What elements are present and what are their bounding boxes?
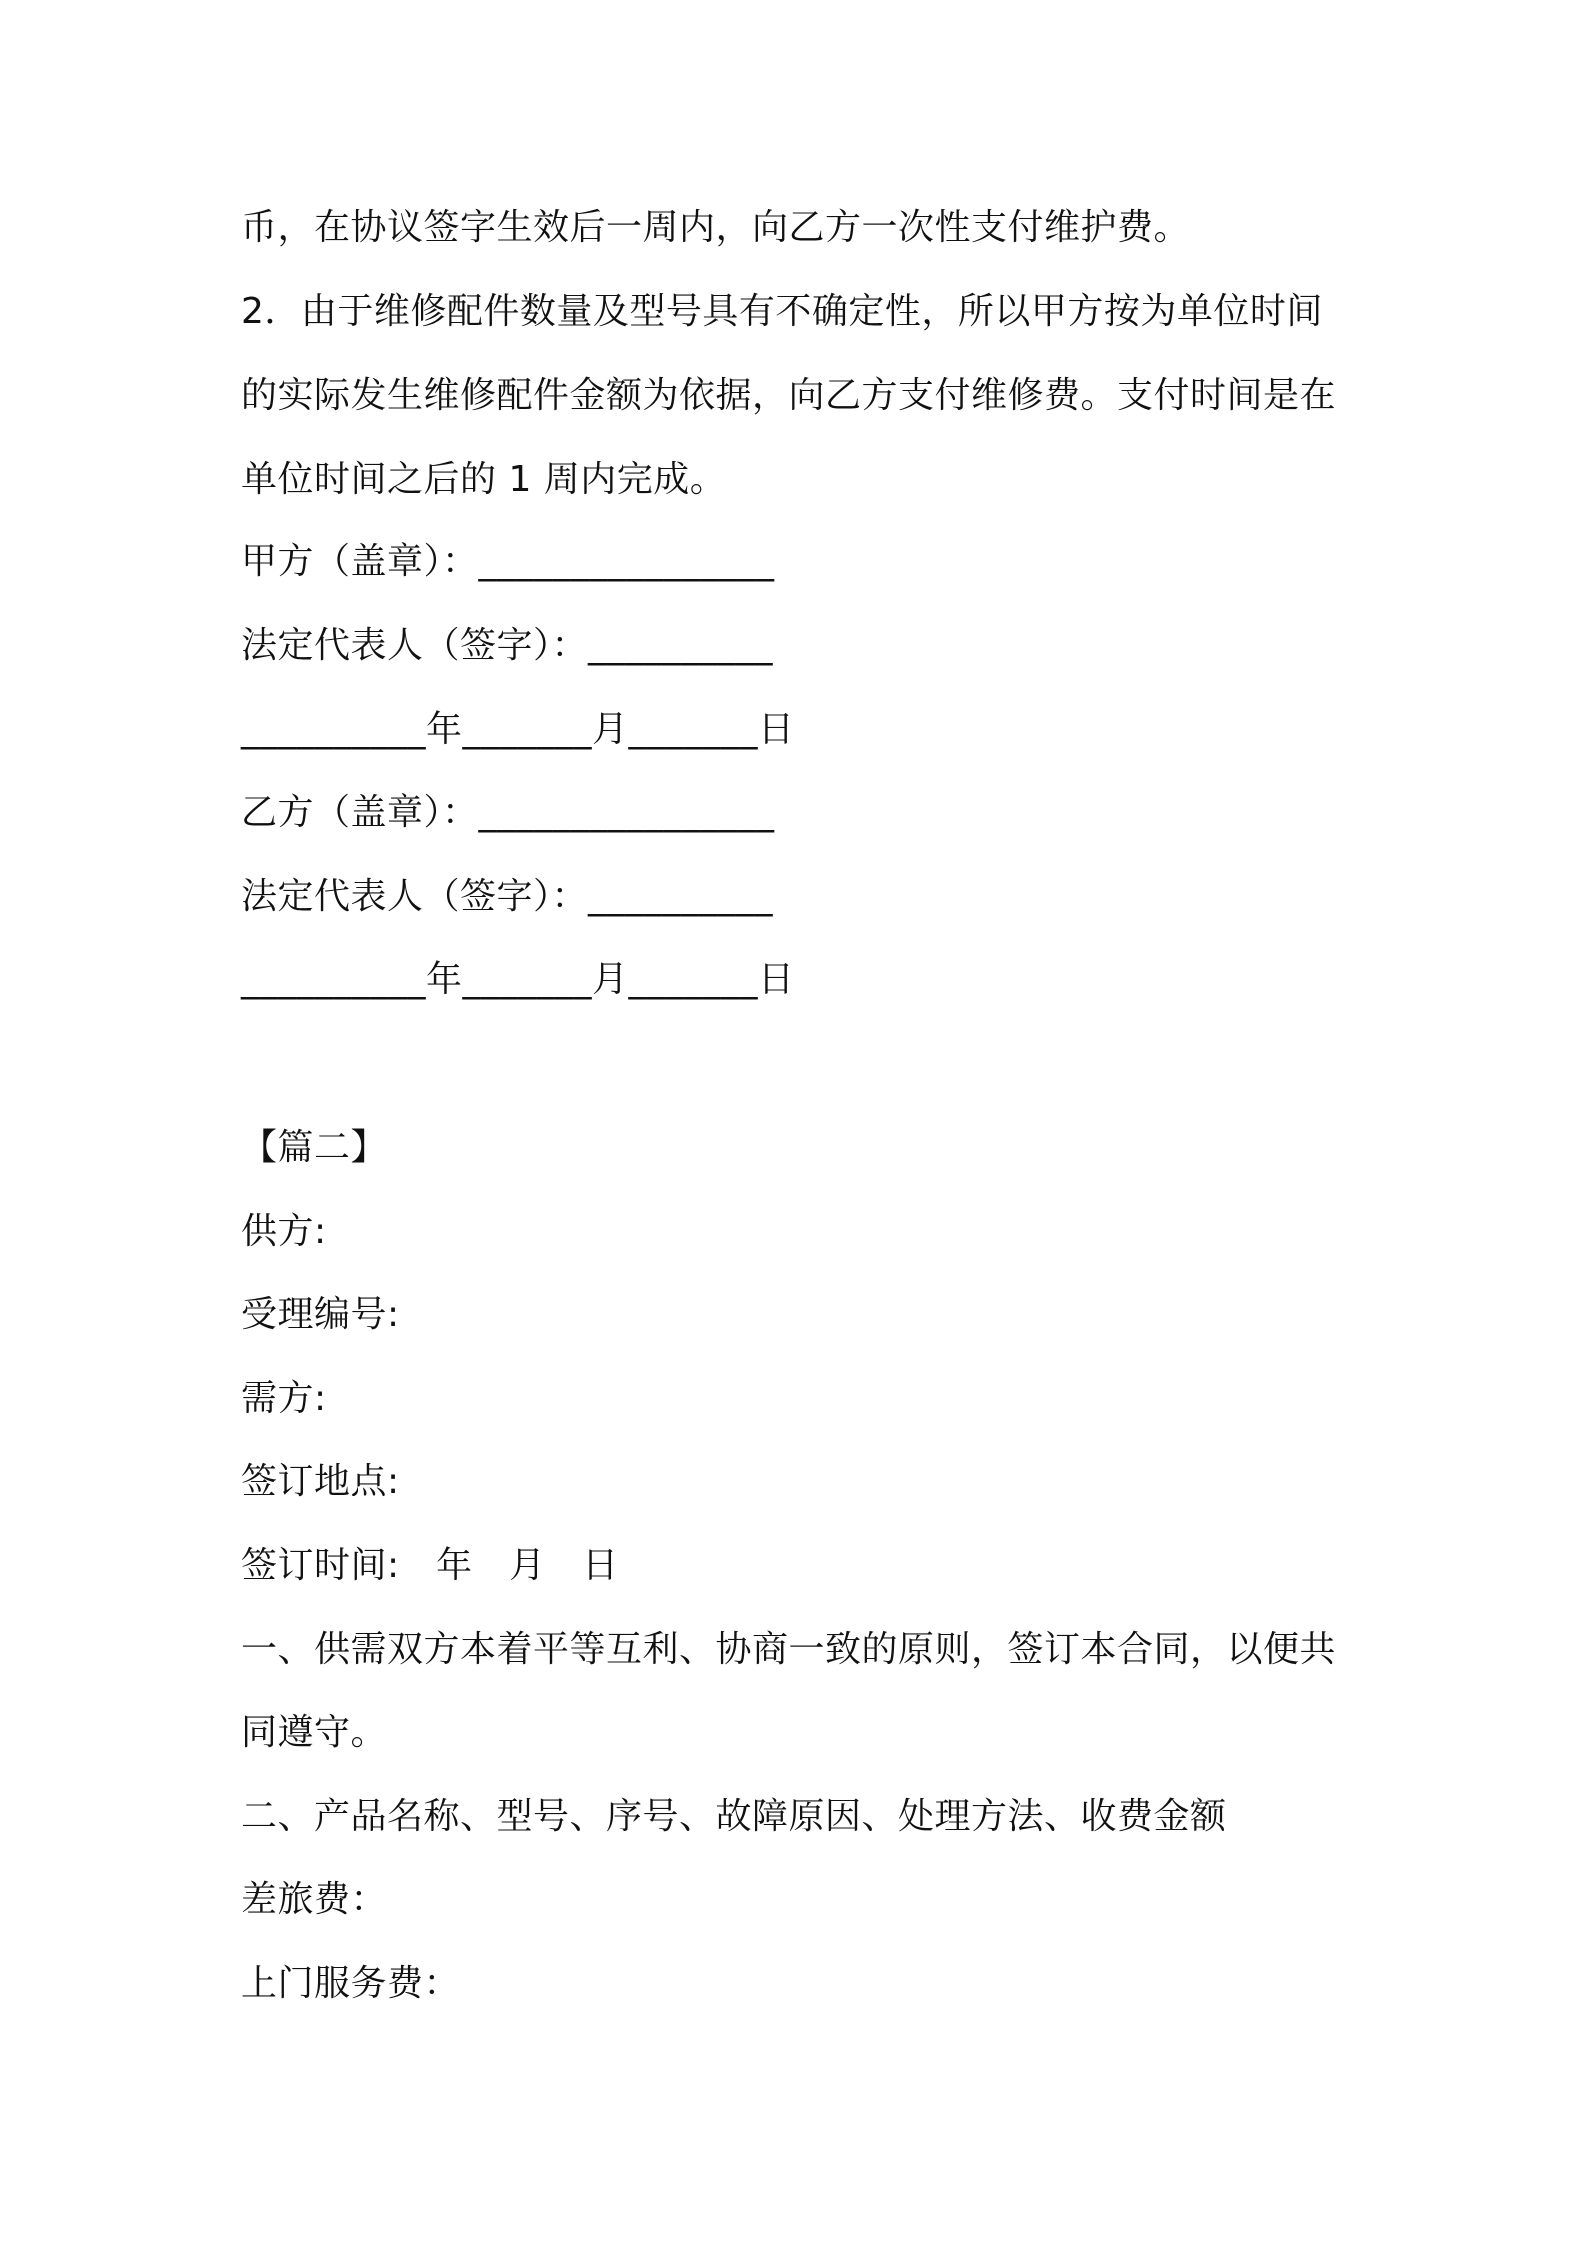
paragraph-line: 同遵守。 [241,1712,388,1753]
party-b-seal-line: 乙方（盖章）：________________ [241,792,775,833]
buyer-field: 需方: [241,1378,327,1419]
paragraph-line: 2．由于维修配件数量及型号具有不确定性，所以甲方按为单位时间 [241,291,1323,332]
travel-expense-field: 差旅费： [241,1879,388,1920]
party-a-representative-line: 法定代表人（签字）：__________ [241,625,774,666]
acceptance-number-field: 受理编号: [241,1294,400,1335]
signing-place-field: 签订地点: [241,1461,400,1502]
party-b-representative-line: 法定代表人（签字）：__________ [241,876,774,917]
party-a-date-line: __________年_______月_______日 [241,709,795,750]
paragraph-line: 一、供需双方本着平等互利、协商一致的原则，签订本合同，以便共 [241,1629,1337,1670]
supplier-field: 供方: [241,1211,327,1252]
signing-date-field: 签订时间: 年 月 日 [241,1545,619,1586]
paragraph-line: 的实际发生维修配件金额为依据，向乙方支付维修费。支付时间是在 [241,375,1337,416]
paragraph-line: 二、产品名称、型号、序号、故障原因、处理方法、收费金额 [241,1796,1227,1837]
party-a-seal-line: 甲方（盖章）：________________ [241,541,775,582]
section-heading: 【篇二】 [241,1127,388,1168]
paragraph-line: 币，在协议签字生效后一周内，向乙方一次性支付维护费。 [241,207,1191,248]
onsite-service-fee-field: 上门服务费： [241,1963,461,2004]
party-b-date-line: __________年_______月_______日 [241,959,795,1000]
paragraph-line: 单位时间之后的 1 周内完成。 [241,459,727,500]
